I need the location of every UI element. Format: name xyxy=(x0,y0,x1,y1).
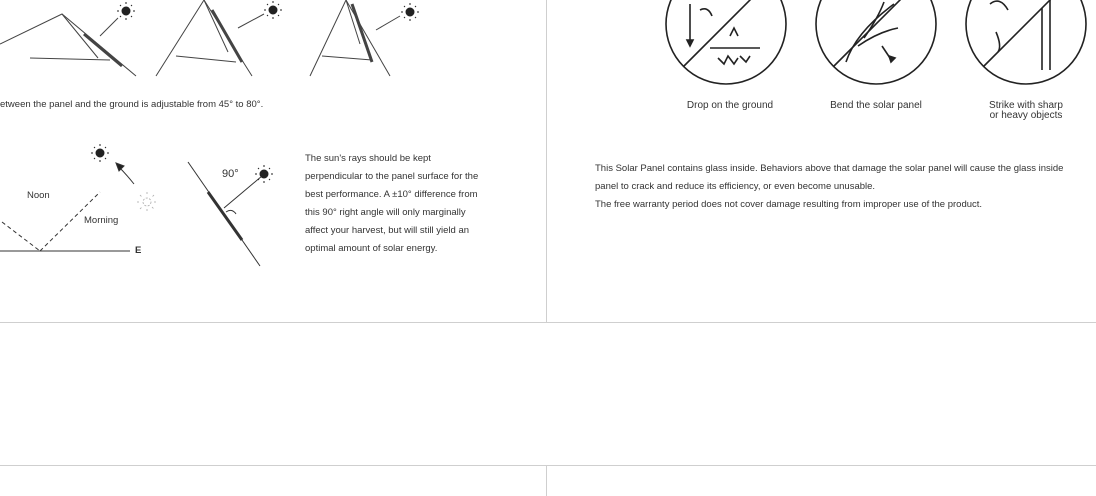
sun-path-diagram xyxy=(0,140,170,260)
tip-line: optimal amount of solar energy. xyxy=(305,243,438,254)
note-line: This Solar Panel contains glass inside. Behaviors above that damage the solar panel will cause the glass inside xyxy=(595,163,1064,174)
page-divider-horizontal-bottom xyxy=(0,465,1096,466)
warning-label-drop: Drop on the ground xyxy=(686,100,774,111)
page-divider-vertical-bottom xyxy=(546,465,547,496)
sun-icon xyxy=(255,165,273,183)
tilt-angle-note: etween the panel and the ground is adjustable from 45° to 80°. xyxy=(0,99,264,110)
warning-label-strike: Strike with sharp or heavy objects xyxy=(989,100,1063,121)
label-morning: Morning xyxy=(84,215,119,226)
tip-paragraph xyxy=(305,150,505,258)
sun-icon xyxy=(117,1,419,21)
sun-icon xyxy=(91,144,109,162)
warning-notes xyxy=(595,160,1096,214)
faint-sun-icon xyxy=(137,192,157,212)
page-divider-horizontal-middle xyxy=(0,322,1096,323)
note-line: panel to crack and reduce its efficiency, or even become unusable. xyxy=(595,181,876,192)
warning-label-bend: Bend the solar panel xyxy=(830,100,922,111)
tilt-illustrations xyxy=(0,0,546,80)
tip-line: affect your harvest, but will still yield an xyxy=(305,225,470,236)
tip-line: The sun's rays should be kept xyxy=(305,153,431,164)
tip-line: perpendicular to the panel surface for the xyxy=(305,171,479,182)
label-angle: 90° xyxy=(222,168,239,180)
tip-line: this 90° right angle will only marginally xyxy=(305,207,466,218)
tip-line: best performance. A ±10° difference from xyxy=(305,189,478,200)
label-east: E xyxy=(135,245,142,256)
warning-illustrations xyxy=(546,0,1096,90)
note-line: The free warranty period does not cover damage resulting from improper use of the product. xyxy=(595,199,983,210)
label-noon: Noon xyxy=(27,190,50,201)
